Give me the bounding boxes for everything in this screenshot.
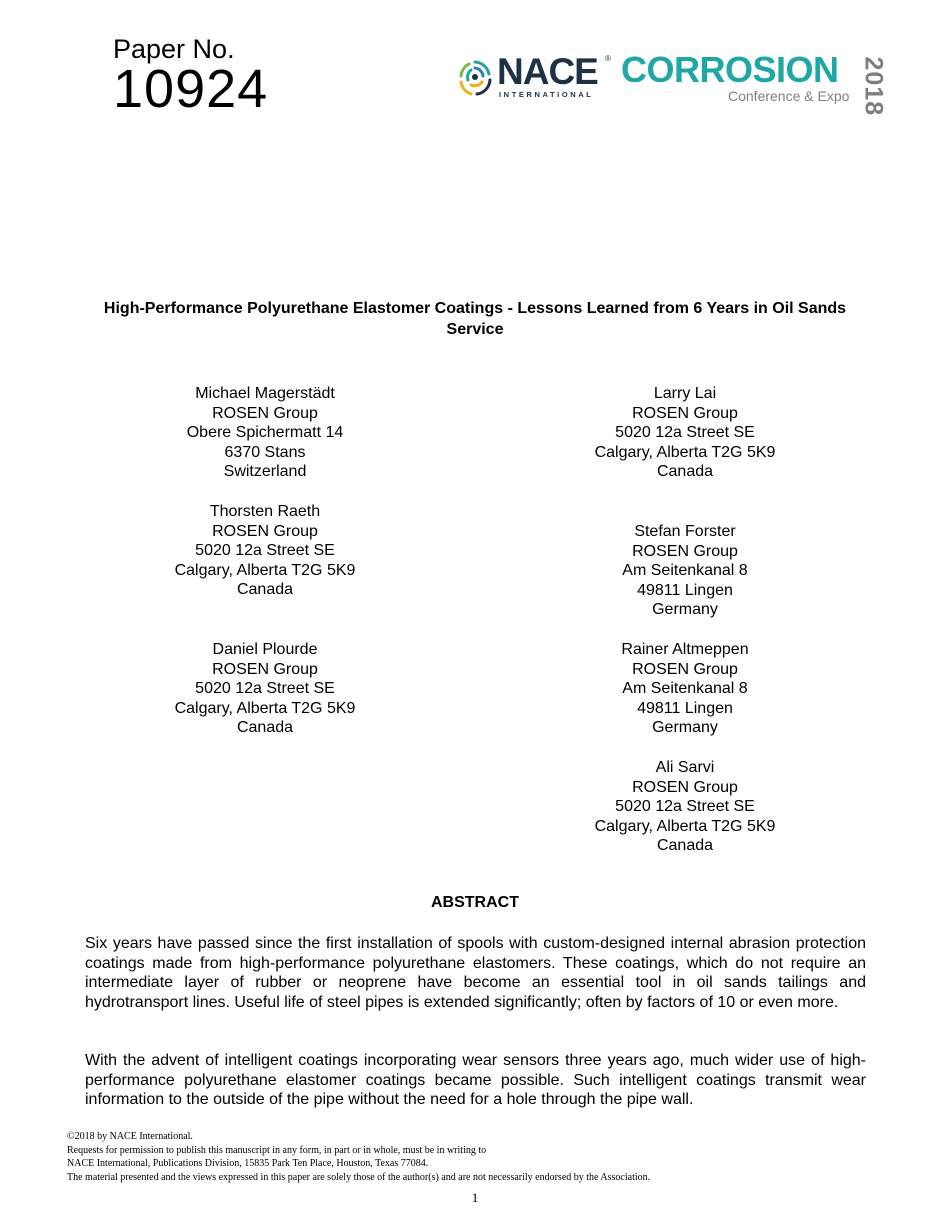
page-number: 1 <box>471 1190 479 1205</box>
author-affiliation-line: Calgary, Alberta T2G 5K9 <box>174 699 356 717</box>
author-name: Rainer Altmeppen <box>621 640 749 658</box>
author-affiliation-line: Am Seitenkanal 8 <box>622 680 748 698</box>
author-affiliation-line: Germany <box>652 719 718 737</box>
registered-mark: ® <box>605 54 611 63</box>
author-affiliation-line: Germany <box>652 601 718 619</box>
author-affiliation-line: 5020 12a Street SE <box>615 424 755 442</box>
author-block <box>160 384 370 482</box>
author-name: Ali Sarvi <box>655 758 715 776</box>
author-affiliation-line: ROSEN Group <box>632 404 738 422</box>
author-affiliation-line: 49811 Lingen <box>637 581 733 599</box>
author-affiliation-line: Obere Spichermatt 14 <box>186 424 344 442</box>
author-name: Larry Lai <box>653 385 717 402</box>
author-affiliation-line: ROSEN Group <box>212 522 318 540</box>
authors-right-column <box>580 384 790 856</box>
author-affiliation-line: Calgary, Alberta T2G 5K9 <box>594 817 776 835</box>
author-affiliation-line: 5020 12a Street SE <box>615 798 755 816</box>
author-block <box>580 758 790 856</box>
author-affiliation-line: Canada <box>656 463 714 481</box>
nace-corrosion-logo <box>455 49 895 117</box>
author-affiliation-line: Canada <box>236 719 294 737</box>
author-affiliation-line: ROSEN Group <box>212 660 318 678</box>
footer-line: NACE International, Publications Division, 15835 Park Ten Place, Houston, Texas 77084. <box>67 1158 429 1170</box>
author-name: Michael Magerstädt <box>195 385 335 402</box>
nace-wordmark: NACE <box>497 51 598 92</box>
paper-number-label: Paper No. <box>113 34 235 64</box>
author-name: Thorsten Raeth <box>209 502 321 520</box>
author-block <box>580 384 790 482</box>
author-name: Stefan Forster <box>634 522 736 540</box>
author-affiliation-line: ROSEN Group <box>632 778 738 796</box>
author-affiliation-line: 5020 12a Street SE <box>195 542 335 560</box>
author-affiliation-line: ROSEN Group <box>632 660 738 678</box>
author-affiliation-line: 5020 12a Street SE <box>195 680 335 698</box>
author-affiliation-line: 6370 Stans <box>224 443 306 461</box>
author-affiliation-line: Switzerland <box>223 463 307 481</box>
footer-line: ©2018 by NACE International. <box>67 1131 193 1142</box>
abstract-paragraph: Six years have passed since the first installation of spools with custom-designed internal abrasion protection coatings made from high-performance polyurethane elastomers. These coatings, which do not require an intermediate layer of rubber or neoprene have become an essential tool in oil sands tailings and hydrotransport lines. Useful life of steel pipes is extended significantly; often by factors of 10 or even more. <box>85 935 866 1011</box>
corrosion-wordmark: CORROSION <box>621 49 839 90</box>
footer-line: Requests for permission to publish this manuscript in any form, in part or in whole, must be in writing to <box>67 1144 487 1156</box>
year-text: 2018 <box>859 56 888 117</box>
nace-international-subtitle: INTERNATIONAL <box>499 90 594 99</box>
author-affiliation-line: Canada <box>656 837 714 855</box>
author-block <box>580 640 790 738</box>
author-block <box>160 502 370 600</box>
year-badge <box>851 56 891 117</box>
author-affiliation-line: ROSEN Group <box>632 542 738 560</box>
author-block <box>580 522 790 620</box>
copyright-footer <box>67 1130 650 1185</box>
author-affiliation-line: Canada <box>236 581 294 599</box>
author-block <box>160 640 370 738</box>
globe-icon <box>455 56 495 100</box>
authors-left-column <box>160 384 370 738</box>
author-affiliation-line: 49811 Lingen <box>637 699 733 717</box>
author-affiliation-line: Am Seitenkanal 8 <box>622 562 748 580</box>
conference-expo-label: Conference & Expo <box>728 88 850 104</box>
paper-number: 10924 <box>113 59 269 119</box>
author-affiliation-line: Calgary, Alberta T2G 5K9 <box>174 561 356 579</box>
abstract-heading: ABSTRACT <box>431 894 519 911</box>
paper-title: High-Performance Polyurethane Elastomer Coatings - Lessons Learned from 6 Years in Oil Sands Service <box>103 300 847 338</box>
author-affiliation-line: ROSEN Group <box>212 404 318 422</box>
abstract-paragraph: With the advent of intelligent coatings incorporating wear sensors three years ago, much wider use of high-performance polyurethane elastomer coatings became possible. Such intelligent coatings transmit wear information to the outside of the pipe without the need for a hole through the pipe wall. <box>85 1052 866 1109</box>
author-name: Daniel Plourde <box>212 640 318 658</box>
author-affiliation-line: Calgary, Alberta T2G 5K9 <box>594 443 776 461</box>
footer-line: The material presented and the views expressed in this paper are solely those of the author(s) and are not necessarily endorsed by the Association. <box>67 1172 651 1184</box>
